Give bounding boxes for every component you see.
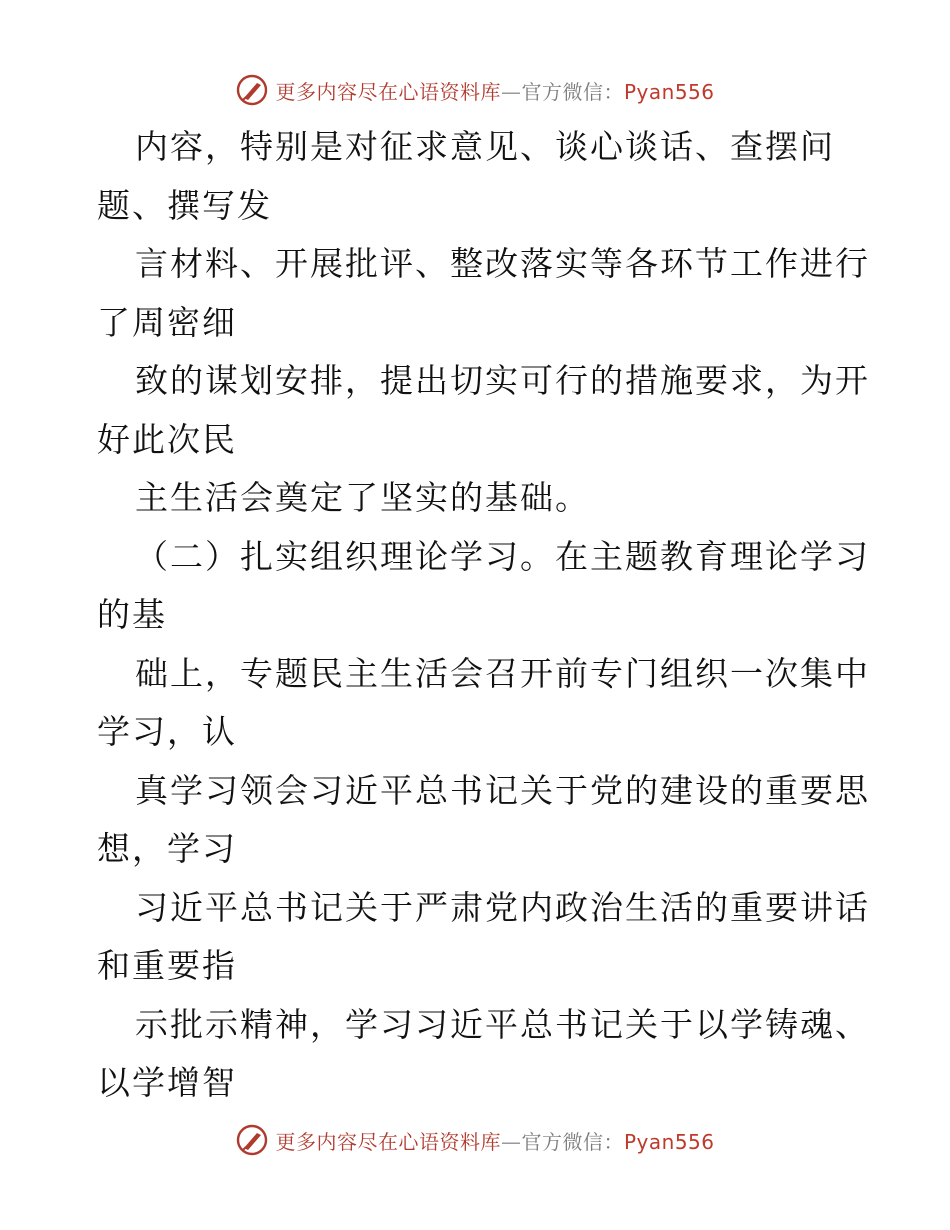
text-line: 致的谋划安排，提出切实可行的措施要求，为开 [135, 361, 870, 400]
text-line: 的基 [97, 595, 167, 634]
document-body [97, 118, 870, 1113]
text-line: 示批示精神，学习习近平总书记关于以学铸魂、 [135, 1004, 870, 1044]
watermark-wechat-label: 官方微信： [521, 1129, 624, 1154]
text-line: 主生活会奠定了坚实的基础。 [135, 478, 590, 517]
text-line: 言材料、开展批评、整改落实等各环节工作进行 [135, 244, 870, 283]
text-line: 真学习领会习近平总书记关于党的建设的重要思 [135, 770, 870, 810]
watermark-text [275, 1126, 714, 1155]
watermark-site: 更多内容尽在心语资料库 [275, 79, 501, 104]
text-line: 础上，专题民主生活会召开前专门组织一次集中 [135, 653, 870, 693]
text-line: 想，学习 [97, 829, 237, 868]
text-line: （二）扎实组织理论学习。在主题教育理论学习 [135, 536, 870, 576]
text-line: 以学增智 [97, 1063, 237, 1102]
watermark-wechat-id: Pyan556 [623, 1129, 715, 1154]
footer-watermark [0, 1120, 950, 1160]
text-line: 了周密细 [97, 302, 237, 342]
watermark-dash: — [500, 1129, 522, 1154]
text-line: 习近平总书记关于严肃党内政治生活的重要讲话 [135, 887, 870, 927]
watermark-site: 更多内容尽在心语资料库 [275, 1129, 501, 1154]
text-line: 内容，特别是对征求意见、谈心谈话、查摆问 [135, 127, 835, 166]
quill-pen-icon [235, 73, 269, 107]
text-line: 和重要指 [97, 946, 237, 985]
text-line: 好此次民 [97, 419, 237, 459]
watermark-text [275, 76, 714, 105]
text-line: 学习，认 [97, 712, 237, 751]
header-watermark [0, 70, 950, 110]
watermark-wechat-id: Pyan556 [623, 79, 715, 104]
watermark-dash: — [500, 79, 522, 104]
text-line: 题、撰写发 [97, 185, 272, 225]
quill-pen-icon [235, 1123, 269, 1157]
watermark-wechat-label: 官方微信： [521, 79, 624, 104]
